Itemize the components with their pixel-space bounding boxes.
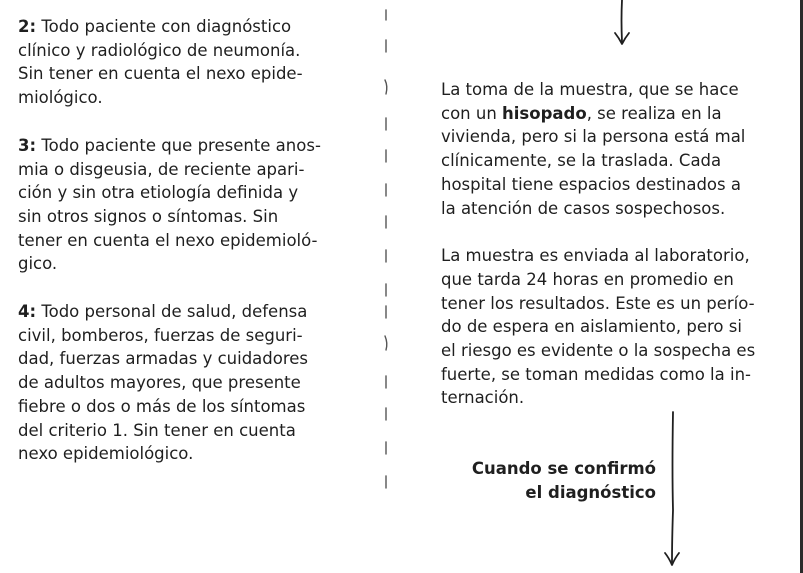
right-column	[441, 78, 791, 434]
criterion-3: 3: Todo paciente que presente anos- mia o disgeusia, de reciente apari- ción y sin otra etiología definida y sin otros signos o síntomas. Sin tener en cuenta el nexo epidemioló- gico.	[18, 135, 321, 274]
confirmed-diagnosis-caption: Cuando se confirmó el diagnóstico	[471, 459, 656, 502]
criterion-number: 4:	[18, 302, 37, 322]
column-divider	[380, 0, 392, 500]
keyword-hisopado: hisopado	[502, 103, 587, 123]
arrow-down-icon	[610, 0, 634, 48]
criterion-number: 3:	[18, 135, 37, 155]
criterion-4: 4: Todo personal de salud, defensa civil, bomberos, fuerzas de seguri- dad, fuerzas armadas y cuidadores de adultos mayores, que presente fiebre o dos o más de los síntomas del criterio 1. Sin tener en cuenta nexo epidemiológico.	[18, 302, 309, 464]
criterion-number: 2:	[18, 17, 37, 36]
criterion-2: 2: Todo paciente con diagnóstico clínico y radiológico de neumonía. Sin tener en cuenta el nexo epide- miológico.	[18, 17, 303, 108]
laboratory-paragraph: La muestra es enviada al laboratorio, que tarda 24 horas en promedio en tener los resultados. Este es un perío- do de espera en aislamiento, pero si el riesgo es evidente o la sospecha es fuerte, se toman medidas como la in- ternación.	[441, 246, 756, 408]
sample-collection-paragraph: La toma de la muestra, que se hace con un hisopado, se realiza en la vivienda, pero si la persona está mal clínicamente, se la traslada. Cada hospital tiene espacios destinados a la atención de casos sospechosos.	[441, 80, 746, 218]
left-column	[18, 15, 363, 490]
